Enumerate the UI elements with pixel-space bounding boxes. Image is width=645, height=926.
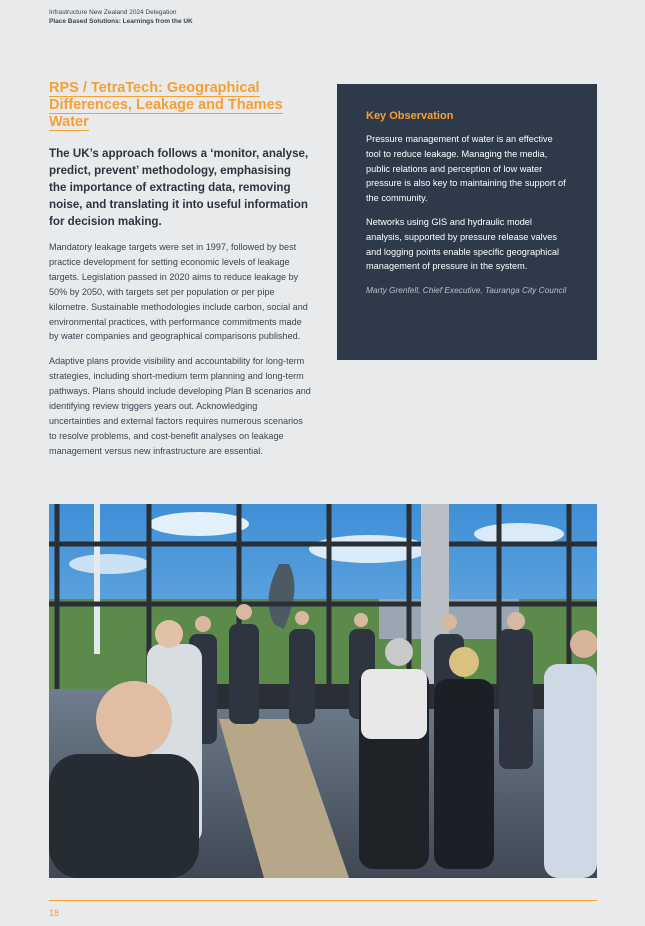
group-photo <box>49 504 597 878</box>
title-line-1: RPS / TetraTech: Geographical <box>49 80 260 96</box>
running-header <box>49 8 193 26</box>
article-title <box>49 80 311 131</box>
body-paragraph-1: Mandatory leakage targets were set in 1997, followed by best practice development for setting economic levels of leakage targets. Legislation passed in 2020 aims to reduce leakage by 50% by 2050, with targets set per population or per pipe kilometre. Sustainable methodologies include carbon, social and environmental practices, with performance commitments made by water companies and geographical comparisons published. <box>49 242 308 342</box>
key-observation-citation: Marty Grenfell, Chief Executive, Tauranga City Council <box>366 285 567 296</box>
body-paragraph-2: Adaptive plans provide visibility and accountability for long-term strategies, including short-medium term planning and long-term pathways. Plans should include developing Plan B scenarios and identifying review triggers years out. Acknowledging uncertainties and external factors requires numerous scenarios to resolve problems, and cost-benefit analyses on leakage management versus new infrastructure are essential. <box>49 356 311 456</box>
title-line-2: Differences, Leakage and Thames <box>49 97 283 113</box>
article-column <box>49 80 311 459</box>
header-line-2: Place Based Solutions: Learnings from the UK <box>49 18 193 25</box>
footer-rule <box>49 900 597 901</box>
page-number: 18 <box>49 908 60 918</box>
photo-illustration <box>49 504 597 878</box>
key-observation-paragraph-2: Networks using GIS and hydraulic model analysis, supported by pressure release valves and logging points enable specific geographical management of pressure in the system. <box>366 216 560 272</box>
key-observation-box <box>337 84 597 360</box>
lead-paragraph: The UK’s approach follows a ‘monitor, analyse, predict, prevent’ methodology, emphasising the importance of extracting data, removing noise, and translating it into useful information for decision making. <box>49 147 309 228</box>
header-line-1: Infrastructure New Zealand 2024 Delegation <box>49 9 177 16</box>
key-observation-paragraph-1: Pressure management of water is an effective tool to reduce leakage. Managing the media, public relations and perception of low water pressure is also key to maintaining the support of the community. <box>366 134 566 204</box>
title-line-3: Water <box>49 114 89 130</box>
key-observation-title: Key Observation <box>366 110 454 122</box>
